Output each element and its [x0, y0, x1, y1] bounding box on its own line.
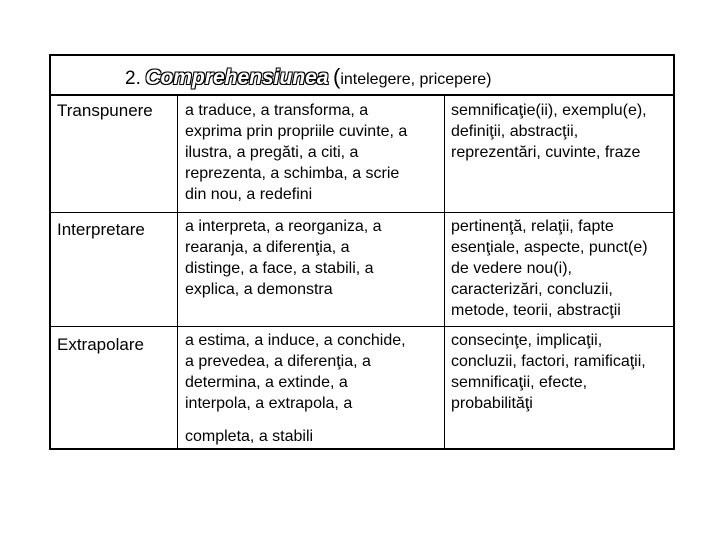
title-paren: ( [332, 64, 341, 89]
action-line: distinge, a face, a stabili, a [185, 260, 374, 277]
row-actions-transpunere [185, 100, 407, 205]
object-line: reprezentări, cuvinte, fraze [451, 144, 641, 161]
action-line: a traduce, a transforma, a [185, 102, 369, 119]
object-line: caracterizări, concluzii, [451, 281, 613, 298]
object-line: definiţii, abstracţii, [451, 123, 579, 140]
title-number: 2. [125, 68, 141, 89]
taxonomy-table [49, 54, 675, 450]
object-line: esenţiale, aspecte, punct(e) [451, 239, 648, 256]
row-label-transpunere: Transpunere [57, 101, 153, 120]
page-title [125, 66, 492, 91]
row-objects-extrapolare [451, 330, 646, 414]
object-line: pertinenţă, relaţii, fapte [451, 218, 614, 235]
action-line-extra: completa, a stabili [185, 428, 314, 445]
row-actions-interpretare [185, 216, 382, 300]
action-line: exprima prin propriile cuvinte, a [185, 123, 408, 140]
row-divider-1 [51, 212, 673, 213]
object-line: semnificaţii, efecte, [451, 374, 588, 391]
column-divider-2 [444, 96, 445, 448]
column-divider-1 [177, 96, 178, 448]
table-header [51, 56, 673, 96]
action-line: a interpreta, a reorganiza, a [185, 218, 382, 235]
action-line: a estima, a induce, a conchide, [185, 332, 406, 349]
object-line: probabilităţi [451, 395, 533, 412]
object-line: concluzii, factori, ramificaţii, [451, 353, 646, 370]
row-objects-transpunere [451, 100, 647, 163]
object-line: consecinţe, implicaţii, [451, 332, 603, 349]
object-line: metode, teorii, abstracţii [451, 302, 621, 319]
row-divider-2 [51, 326, 673, 327]
row-objects-interpretare [451, 216, 648, 321]
action-line: din nou, a redefini [185, 186, 313, 203]
row-label-interpretare: Interpretare [57, 220, 145, 239]
action-line: interpola, a extrapola, a [185, 395, 353, 412]
title-word: Comprehensiunea [145, 66, 329, 89]
action-line: a prevedea, a diferenţia, a [185, 353, 371, 370]
action-line: ilustra, a pregăti, a citi, a [185, 144, 359, 161]
action-line: reprezenta, a schimba, a scrie [185, 165, 400, 182]
row-label-extrapolare: Extrapolare [57, 335, 144, 354]
action-line: rearanja, a diferenţia, a [185, 239, 350, 256]
row-actions-extrapolare [185, 330, 406, 447]
action-line: determina, a extinde, a [185, 374, 348, 391]
object-line: semnificaţie(ii), exemplu(e), [451, 102, 647, 119]
action-line: explica, a demonstra [185, 281, 333, 298]
object-line: de vedere nou(i), [451, 260, 572, 277]
title-subtitle: intelegere, pricepere) [340, 71, 492, 88]
